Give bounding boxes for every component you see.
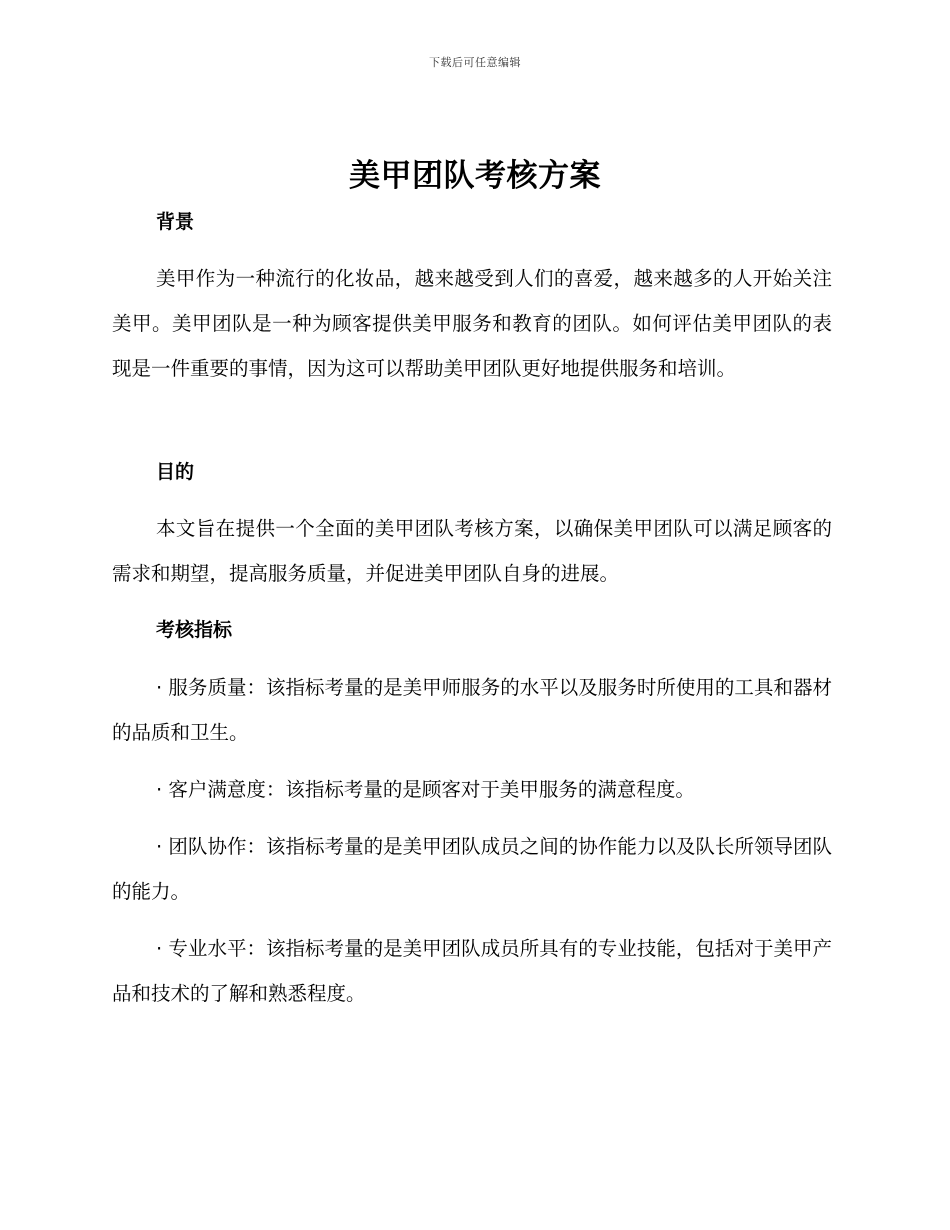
paragraph-background: 美甲作为一种流行的化妆品，越来越受到人们的喜爱，越来越多的人开始关注美甲。美甲团队是一种为顾客提供美甲服务和教育的团队。如何评估美甲团队的表现是一件重要的事情，因为这可以帮助美甲团队更好地提供服务和培训。 [112, 267, 832, 380]
indicator-item-professional-level: · 专业水平：该指标考量的是美甲团队成员所具有的专业技能，包括对于美甲产品和技术的了解和熟悉程度。 [112, 937, 832, 1005]
section-heading-indicators: 考核指标 [156, 619, 233, 641]
indicator-item-team-collaboration: · 团队协作：该指标考量的是美甲团队成员之间的协作能力以及队长所领导团队的能力。 [112, 835, 832, 903]
header-note: 下载后可任意编辑 [429, 56, 521, 69]
document-title: 美甲团队考核方案 [349, 158, 601, 194]
indicator-item-customer-satisfaction: · 客户满意度：该指标考量的是顾客对于美甲服务的满意程度。 [156, 778, 695, 801]
paragraph-purpose: 本文旨在提供一个全面的美甲团队考核方案，以确保美甲团队可以满足顾客的需求和期望，提高服务质量，并促进美甲团队自身的进展。 [112, 517, 832, 585]
indicator-item-service-quality: · 服务质量：该指标考量的是美甲师服务的水平以及服务时所使用的工具和器材的品质和卫生。 [112, 676, 832, 744]
section-heading-background: 背景 [156, 211, 195, 233]
section-heading-purpose: 目的 [156, 461, 195, 483]
